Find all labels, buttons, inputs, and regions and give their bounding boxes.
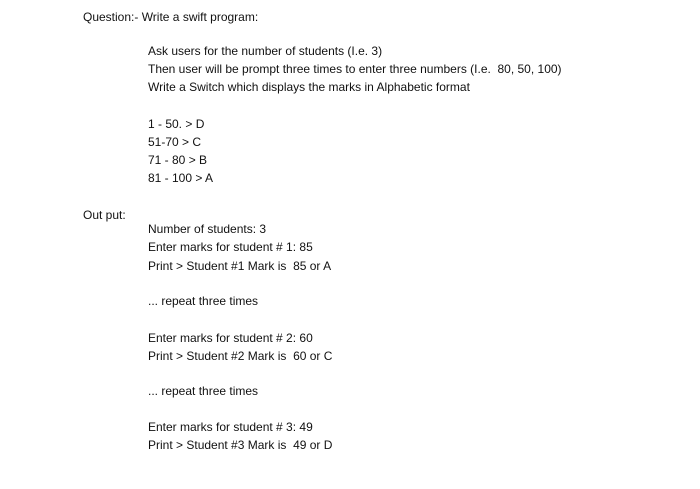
requirement-line: Then user will be prompt three times to enter three numbers (I.e. 80, 50, 100) bbox=[148, 62, 562, 76]
output-label: Out put: bbox=[83, 208, 126, 222]
grade-range-line: 81 - 100 > A bbox=[148, 171, 214, 185]
output-line: Enter marks for student # 3: 49 bbox=[148, 420, 313, 434]
grade-range-line: 1 - 50. > D bbox=[148, 117, 205, 131]
output-line: ... repeat three times bbox=[148, 294, 259, 308]
output-line: Print > Student #3 Mark is 49 or D bbox=[148, 438, 333, 452]
output-line: Print > Student #2 Mark is 60 or C bbox=[148, 349, 333, 363]
requirement-line: Write a Switch which displays the marks in Alphabetic format bbox=[148, 80, 470, 94]
question-heading: Question:- Write a swift program: bbox=[83, 10, 259, 24]
output-line: Number of students: 3 bbox=[148, 222, 267, 236]
output-line: Enter marks for student # 2: 60 bbox=[148, 331, 313, 345]
requirement-line: Ask users for the number of students (I.e. 3) bbox=[148, 44, 383, 58]
output-line: Enter marks for student # 1: 85 bbox=[148, 240, 313, 254]
output-line: Print > Student #1 Mark is 85 or A bbox=[148, 259, 332, 273]
grade-range-line: 51-70 > C bbox=[148, 135, 202, 149]
grade-range-line: 71 - 80 > B bbox=[148, 153, 208, 167]
output-line: ... repeat three times bbox=[148, 384, 259, 398]
